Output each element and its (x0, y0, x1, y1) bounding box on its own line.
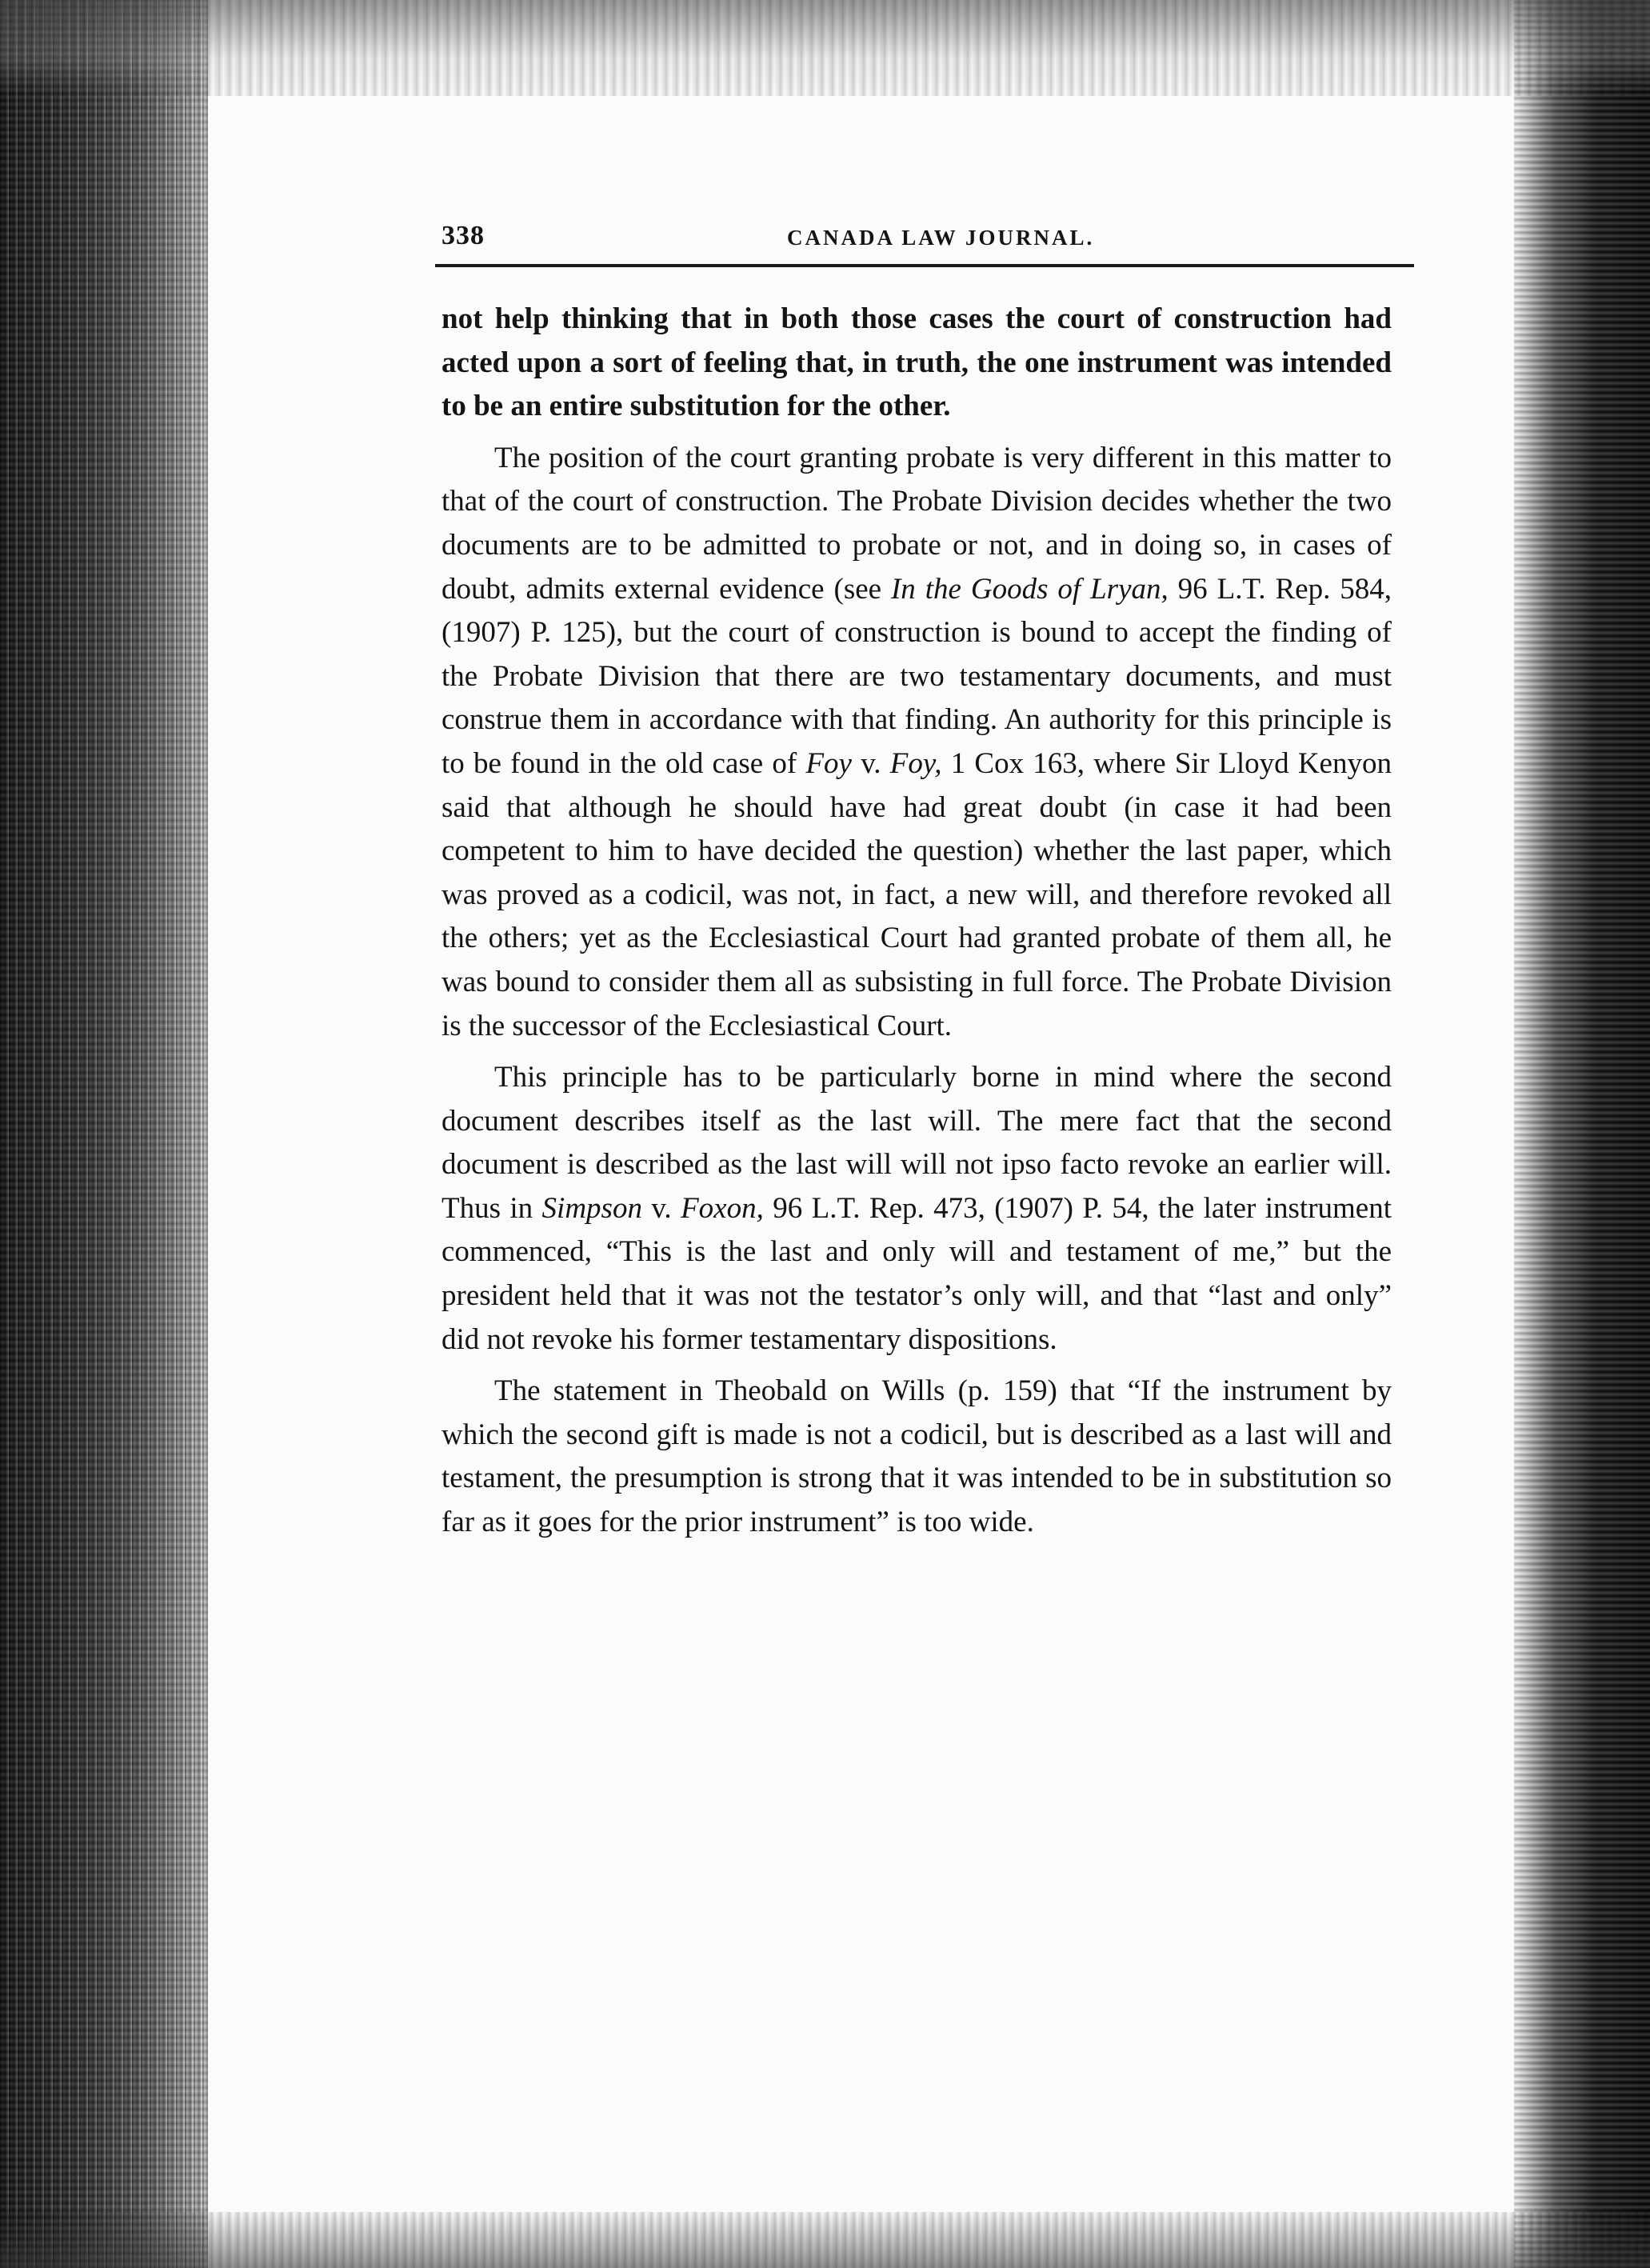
paragraph-2-text-1: The position of the court granting probate is very different in this matter to that of the court of construction. The Probate Division decides whether the two documents are to be admitted to probate or not, and in doing so, in cases of doubt, admits external evidence (see (441, 441, 1392, 606)
scan-right-edge-shadow (1514, 0, 1650, 2268)
paragraph-3 (441, 1056, 1392, 1362)
paragraph-1: not help thinking that in both those cases the court of construction had acted upon a sort of feeling that, in truth, the one instrument was intended to be an entire substitution for the other. (441, 302, 1392, 423)
body-text (441, 298, 1392, 1545)
case-name-foy-2: Foy, (889, 746, 942, 780)
running-head (435, 216, 1414, 267)
case-name-goods-of-lryan: In the Goods of Lryan, (890, 572, 1169, 606)
paragraph-3-versus: v. (641, 1191, 681, 1225)
scan-top-edge-noise (0, 0, 1650, 96)
page-number: 338 (441, 221, 485, 250)
paragraph-2-versus: v. (851, 746, 890, 780)
journal-title: CANADA LAW JOURNAL. (787, 226, 1095, 250)
paragraph-3-text-2: 96 L.T. Rep. 473, (1907) P. 54, the later instrument commenced, “This is the last and only will and testament of me,” but the president held that it was not the testator’s only will, and that “last and only” did not revoke his former testamentary dispositions. (441, 1191, 1392, 1356)
case-name-simpson: Simpson (541, 1191, 642, 1225)
scan-left-edge-shadow (0, 0, 208, 2268)
paragraph-2-text-3: 1 Cox 163, where Sir Lloyd Kenyon said that although he should have had great doubt (in case it had been competent to him to have decided the question) whether the last paper, which was proved as a codicil, was not, in fact, a new will, and therefore revoked all the others; yet as the Ecclesiastical Court had granted probate of them all, he was bound to consider them all as subsisting in full force. The Probate Division is the successor of the Ecclesiastical Court. (441, 746, 1392, 1042)
paragraph-4: The statement in Theobald on Wills (p. 159) that “If the instrument by which the second gift is made is not a codicil, but is described as a last will and testament, the presumption is strong that it was intended to be in substitution so far as it goes for the prior instrument” is too wide. (441, 1374, 1392, 1539)
paragraph-2 (441, 437, 1392, 1048)
paragraph-2-text-2: 96 L.T. Rep. 584, (1907) P. 125), but the court of construction is bound to accept the finding of the Probate Division that there are two testamentary documents, and must construe them in accordance with that finding. An authority for this principle is to be found in the old case of (441, 572, 1392, 780)
case-name-foxon: Foxon, (681, 1191, 764, 1225)
case-name-foy-1: Foy (805, 746, 852, 780)
scan-bottom-edge-noise (0, 2212, 1650, 2268)
paragraph-3-text-1: This principle has to be particularly borne in mind where the second document describes itself as the last will. The mere fact that the second document is described as the last will will not ipso facto revoke an earlier will. Thus in (441, 1061, 1392, 1225)
document-page (441, 216, 1392, 1545)
